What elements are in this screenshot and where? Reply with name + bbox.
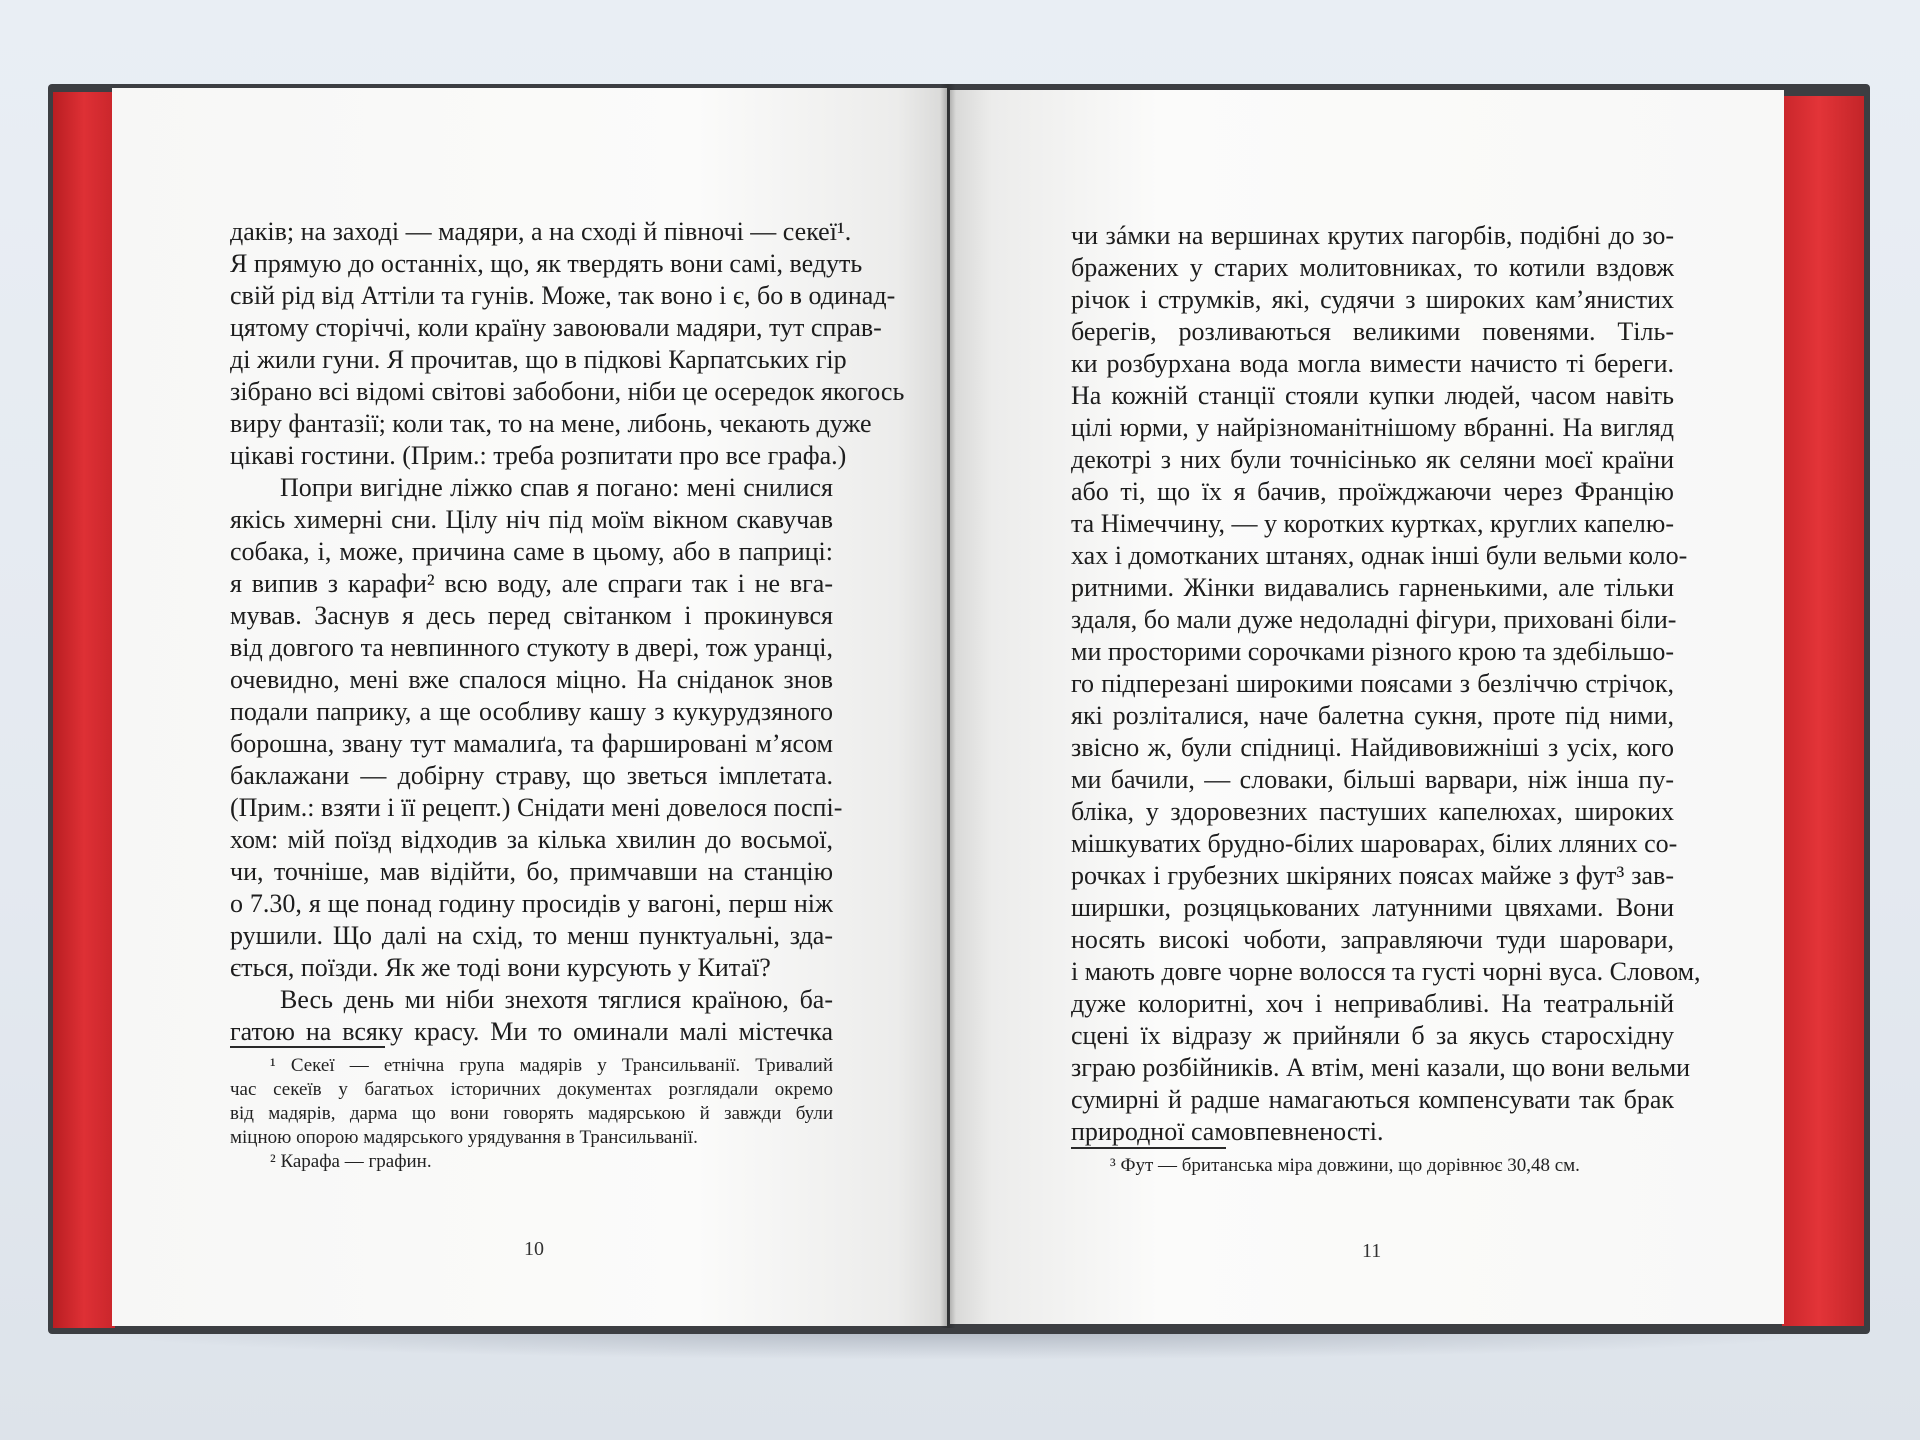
text-line: Весь день ми ніби знехотя тяглися країною, ба- (280, 985, 833, 1014)
left-footnotes (230, 1054, 833, 1174)
left-red-page-edge (53, 92, 115, 1328)
text-line: я випив з карафи² всю воду, але спраги так і не вга- (230, 569, 833, 598)
text-line: берегів, розливаються великими повенями. Тіль- (1071, 317, 1674, 346)
text-line: хах і домотканих штанях, однак інші були вельми коло- (1071, 541, 1688, 570)
text-line: зібрано всі відомі світові забобони, ніби це осередок якогось (230, 377, 905, 406)
text-line: річок і струмків, які, судячи з широких кам’янистих (1071, 285, 1674, 314)
text-line: виру фантазії; коли так, то на мене, либонь, чекають дуже (230, 409, 872, 438)
left-page (112, 88, 947, 1326)
right-page (950, 90, 1784, 1324)
text-line: сумирні й радше намагаються компенсувати так брак (1071, 1085, 1674, 1114)
text-line: хом: мій поїзд відходив за кілька хвилин до восьмої, (230, 825, 833, 854)
text-line: носять високі чоботи, заправляючи туди шаровари, (1071, 925, 1674, 954)
text-line: ки розбурхана вода могла вимести начисто ті береги. (1071, 349, 1674, 378)
text-line: Попри вигідне ліжко спав я погано: мені снилися (280, 473, 833, 502)
text-line: ми просторими сорочками різного крою та здебільшо- (1071, 637, 1675, 666)
text-line: ми бачили, — словаки, більші варвари, ніж інша пу- (1071, 765, 1674, 794)
text-line: або ті, що їх я бачив, проїжджаючи через Францію (1071, 477, 1674, 506)
text-line: ється, поїзди. Як же тоді вони курсують у Китаї? (230, 953, 771, 982)
text-line: собака, і, може, причина саме в цьому, або в паприці: (230, 537, 833, 566)
footnote-line: ³ Фут — британська міра довжини, що дорівнює 30,48 см. (1110, 1155, 1580, 1176)
text-line: звісно ж, були спідниці. Найдивовижніші з усіх, кого (1071, 733, 1674, 762)
text-line: На кожній станції стояли купки людей, часом навіть (1071, 381, 1674, 410)
text-line: (Прим.: взяти і її рецепт.) Снідати мені довелося поспі- (230, 793, 843, 822)
text-line: гатою на всяку красу. Ми то оминали малі містечка (230, 1017, 833, 1046)
text-line: борошна, звану тут мамалиґа, та фаршировані м’ясом (230, 729, 833, 758)
footnote-line: час секеїв у багатьох історичних документах розглядали окремо (230, 1079, 833, 1100)
text-line: очевидно, мені вже спалося міцно. На сніданок знов (230, 665, 833, 694)
right-red-page-edge (1782, 96, 1864, 1326)
text-line: дуже колоритні, хоч і непривабливі. На театральній (1071, 989, 1674, 1018)
page-number: 11 (1362, 1240, 1382, 1262)
text-line: цілі юрми, у найрізноманітнішому вбранні. На вигляд (1071, 413, 1674, 442)
footnote-line: ¹ Секеї — етнічна група мадярів у Трансильванії. Тривалий (270, 1055, 833, 1076)
text-line: баклажани — добірну страву, що зветься імплетата. (230, 761, 833, 790)
text-line: сцені їх відразу ж прийняли б за якусь старосхідну (1071, 1021, 1674, 1050)
text-line: бражених у старих молитовниках, то котили вздовж (1071, 253, 1674, 282)
text-line: свій рід від Аттіли та гунів. Може, так воно і є, бо в одинад- (230, 281, 896, 310)
text-line: ритними. Жінки видавались гарненькими, але тільки (1071, 573, 1674, 602)
footnote-separator (230, 1046, 385, 1048)
text-line: ширшки, розцяцькованих латунними цвяхами. Вони (1071, 893, 1674, 922)
text-line: ді жили гуни. Я прочитав, що в підкові Карпатських гір (230, 345, 847, 374)
right-page-body (1071, 220, 1701, 1148)
text-line: зграю розбійників. А втім, мені казали, що вони вельми (1071, 1053, 1691, 1082)
text-line: даків; на заході — мадяри, а на сході й півночі — секеї¹. (230, 217, 852, 246)
text-line: чи, точніше, мав відійти, бо, примчавши на станцію (230, 857, 833, 886)
footnote-line: від мадярів, дарма що вони говорять мадярською й завжди були (230, 1103, 833, 1124)
text-line: подали паприку, а ще особливу кашу з кукурудзяного (230, 697, 833, 726)
text-line: рушили. Що далі на схід, то менш пунктуальні, зда- (230, 921, 833, 950)
text-line: мував. Заснув я десь перед світанком і прокинувся (230, 601, 833, 630)
text-line: які розліталися, наче балетна сукня, проте під ними, (1071, 701, 1674, 730)
text-line: цятому сторіччі, коли країну завоювали мадяри, тут справ- (230, 313, 882, 342)
text-line: го підперезані широкими поясами з безліччю стрічок, (1071, 669, 1674, 698)
text-line: чи зáмки на вершинах крутих пагорбів, подібні до зо- (1071, 221, 1674, 250)
text-line: о 7.30, я ще понад годину просидів у вагоні, перш ніж (230, 889, 833, 918)
book-gutter (940, 84, 956, 1328)
page-number: 10 (524, 1238, 544, 1260)
text-line: Я прямую до останніх, що, як твердять вони самі, ведуть (230, 249, 863, 278)
footnote-line: ² Карафа — графин. (270, 1151, 432, 1172)
text-line: та Німеччину, — у коротких куртках, круглих капелю- (1071, 509, 1674, 538)
footnote-line: міцною опорою мадярського урядування в Трансильванії. (230, 1127, 698, 1148)
text-line: якісь химерні сни. Цілу ніч під моїм вікном скавучав (230, 505, 833, 534)
text-line: природної самовпевненості. (1071, 1117, 1384, 1146)
text-line: здаля, бо мали дуже недоладні фігури, приховані біли- (1071, 605, 1677, 634)
footnote-separator (1071, 1147, 1226, 1149)
text-line: мішкуватих брудно-білих шароварах, білих лляних со- (1071, 829, 1678, 858)
text-line: бліка, у здоровезних пастуших капелюхах, широких (1071, 797, 1674, 826)
text-line: і мають довге чорне волосся та густі чорні вуса. Словом, (1071, 957, 1701, 986)
text-line: рочках і грубезних шкіряних поясах майже з фут³ зав- (1071, 861, 1674, 890)
text-line: від довгого та невпинного стукоту в двері, тож уранці, (230, 633, 833, 662)
text-line: декотрі з них були точнісінько як селяни моєї країни (1071, 445, 1674, 474)
text-line: цікаві гостини. (Прим.: треба розпитати про все графа.) (230, 441, 847, 470)
right-footnotes (1110, 1154, 1670, 1178)
left-page-body (230, 216, 905, 1048)
